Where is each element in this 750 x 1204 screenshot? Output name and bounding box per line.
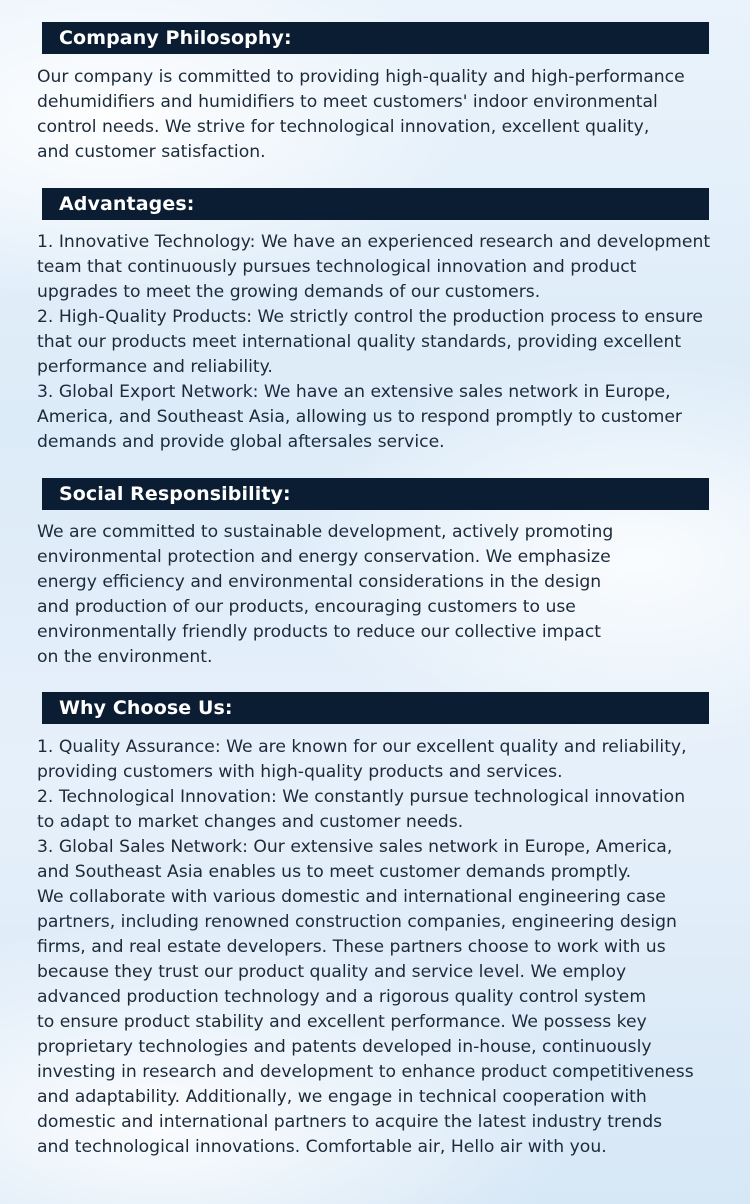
section-heading: Company Philosophy: [42,22,709,54]
text-line: on the environment. [37,647,213,667]
text-line: performance and reliability. [37,357,273,377]
section-body [37,520,727,670]
text-line: dehumidifiers and humidifiers to meet customers' indoor environmental [37,92,658,112]
text-line: team that continuously pursues technological innovation and product [37,257,637,277]
text-line: We collaborate with various domestic and international engineering case [37,887,666,907]
text-line: 3. Global Sales Network: Our extensive sales network in Europe, America, [37,837,673,857]
text-line: demands and provide global aftersales service. [37,432,445,452]
text-line: investing in research and development to enhance product competitiveness [37,1062,694,1082]
text-line: advanced production technology and a rigorous quality control system [37,987,647,1007]
text-line: environmentally friendly products to reduce our collective impact [37,622,602,642]
text-line: and technological innovations. Comfortable air, Hello air with you. [37,1137,607,1157]
text-line: 1. Quality Assurance: We are known for our excellent quality and reliability, [37,737,687,757]
text-line: and adaptability. Additionally, we engage in technical cooperation with [37,1087,647,1107]
section-heading: Social Responsibility: [42,478,709,510]
text-line: environmental protection and energy conservation. We emphasize [37,547,611,567]
text-line: partners, including renowned construction companies, engineering design [37,912,677,932]
section-body [37,65,727,165]
text-line: to ensure product stability and excellent performance. We possess key [37,1012,647,1032]
section-heading: Why Choose Us: [42,692,709,724]
text-line: 2. High-Quality Products: We strictly control the production process to ensure [37,307,703,327]
section-heading: Advantages: [42,188,709,220]
text-line: 3. Global Export Network: We have an extensive sales network in Europe, [37,382,671,402]
text-line: and production of our products, encouraging customers to use [37,597,576,617]
text-line: upgrades to meet the growing demands of our customers. [37,282,541,302]
text-line: and customer satisfaction. [37,142,266,162]
text-line: that our products meet international quality standards, providing excellent [37,332,682,352]
text-line: We are committed to sustainable development, actively promoting [37,522,614,542]
text-line: Our company is committed to providing high-quality and high-performance [37,67,685,87]
text-line: domestic and international partners to acquire the latest industry trends [37,1112,663,1132]
section-body [37,735,727,1160]
section-body [37,230,727,455]
text-line: 2. Technological Innovation: We constantly pursue technological innovation [37,787,686,807]
text-line: energy efficiency and environmental considerations in the design [37,572,602,592]
text-line: firms, and real estate developers. These partners choose to work with us [37,937,666,957]
text-line: control needs. We strive for technological innovation, excellent quality, [37,117,650,137]
text-line: proprietary technologies and patents developed in-house, continuously [37,1037,652,1057]
text-line: to adapt to market changes and customer needs. [37,812,464,832]
text-line: 1. Innovative Technology: We have an experienced research and development [37,232,711,252]
text-line: providing customers with high-quality products and services. [37,762,563,782]
text-line: America, and Southeast Asia, allowing us to respond promptly to customer [37,407,682,427]
text-line: and Southeast Asia enables us to meet customer demands promptly. [37,862,632,882]
text-line: because they trust our product quality and service level. We employ [37,962,627,982]
